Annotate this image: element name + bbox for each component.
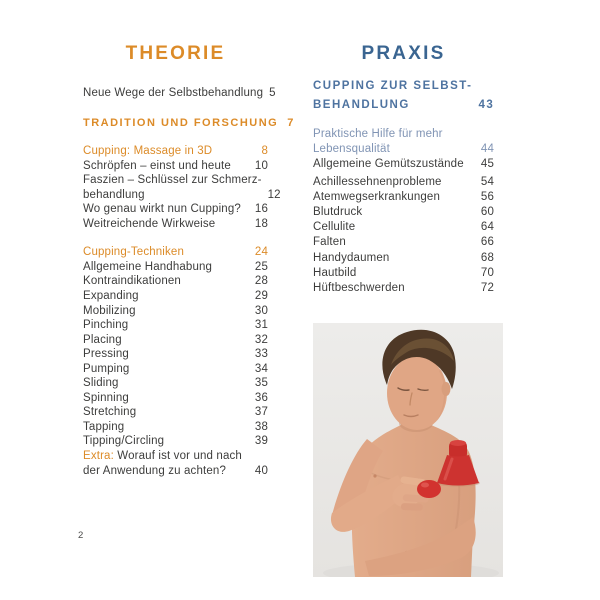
toc-entry-page: 72 bbox=[480, 282, 494, 295]
toc-entry-page: 35 bbox=[254, 377, 268, 390]
toc-entry-label: Falten bbox=[313, 236, 346, 249]
toc-entry bbox=[83, 289, 268, 304]
toc-entry-page: 66 bbox=[480, 236, 494, 249]
toc-entry-label: Mobilizing bbox=[83, 304, 136, 317]
toc-entry-label: Hautbild bbox=[313, 266, 357, 279]
toc-entry-page: 25 bbox=[254, 260, 268, 273]
column-header-praxis: PRAXIS bbox=[361, 43, 446, 64]
toc-entry-prefix: Extra: bbox=[83, 450, 118, 463]
toc-entry bbox=[83, 434, 268, 449]
toc-entry-page: 5 bbox=[269, 87, 276, 99]
toc-entry-label: Tapping bbox=[83, 420, 125, 433]
page-number: 2 bbox=[78, 530, 84, 541]
toc-entry-label: Spinning bbox=[83, 391, 129, 404]
toc-entry-label: Expanding bbox=[83, 290, 139, 303]
toc-entry bbox=[313, 251, 494, 266]
toc-column-theorie bbox=[83, 86, 295, 478]
toc-entry bbox=[313, 175, 494, 190]
toc-entry bbox=[83, 202, 268, 217]
toc-entry bbox=[83, 420, 268, 435]
toc-entry-page: 56 bbox=[480, 190, 494, 203]
toc-entry bbox=[83, 304, 268, 319]
toc-entry-page: 32 bbox=[254, 333, 268, 346]
toc-entry bbox=[83, 217, 268, 232]
toc-entry bbox=[313, 157, 494, 172]
toc-entry-label: Pinching bbox=[83, 319, 129, 332]
toc-entry bbox=[83, 173, 281, 202]
toc-entry-label: Weitreichende Wirkweise bbox=[83, 217, 216, 230]
toc-entry-label: Schröpfen – einst und heute bbox=[83, 159, 231, 172]
nipple bbox=[373, 474, 376, 477]
toc-entry-page: 38 bbox=[254, 420, 268, 433]
toc-entry-page: 33 bbox=[254, 348, 268, 361]
toc-entry bbox=[313, 127, 494, 157]
toc-entry bbox=[83, 362, 268, 377]
toc-entry-label: Blutdruck bbox=[313, 206, 363, 219]
toc-entry-page: 44 bbox=[480, 143, 494, 156]
toc-entry-label: TRADITION UND FORSCHUNG bbox=[83, 116, 279, 129]
toc-entry-page: 18 bbox=[254, 217, 268, 230]
photo-man-cupping bbox=[313, 323, 503, 577]
toc-entry-label: Cellulite bbox=[313, 221, 356, 234]
toc-entry bbox=[313, 190, 494, 205]
toc-entry-page: 45 bbox=[480, 158, 494, 171]
toc-entry-label: Wo genau wirkt nun Cupping? bbox=[83, 203, 241, 216]
toc-entry-label: Tipping/Circling bbox=[83, 435, 165, 448]
toc-entry bbox=[83, 260, 268, 275]
toc-entry-label: CUPPING ZUR SELBST- BEHANDLUNG bbox=[313, 80, 473, 111]
toc-entry-label: Stretching bbox=[83, 406, 137, 419]
toc-entry bbox=[83, 376, 268, 391]
toc-entry-label: Cupping-Techniken bbox=[83, 246, 185, 259]
toc-entry-label: Faszien – Schlüssel zur Schmerz- behandlung bbox=[83, 174, 262, 201]
toc-entry bbox=[313, 77, 494, 115]
toc-entry-page: 37 bbox=[254, 406, 268, 419]
toc-entry bbox=[313, 266, 494, 281]
toc-entry bbox=[83, 449, 268, 478]
toc-entry bbox=[83, 274, 268, 289]
toc-entry-label: Allgemeine Gemütszustände bbox=[313, 158, 464, 171]
toc-entry-page: 36 bbox=[254, 391, 268, 404]
toc-entry bbox=[83, 159, 268, 174]
toc-entry-page: 54 bbox=[480, 175, 494, 188]
toc-entry bbox=[83, 347, 268, 362]
toc-entry-page: 29 bbox=[254, 290, 268, 303]
toc-entry-label: Atemwegserkrankungen bbox=[313, 190, 441, 203]
toc-entry bbox=[83, 116, 295, 131]
toc-entry-page: 31 bbox=[254, 319, 268, 332]
toc-entry bbox=[313, 205, 494, 220]
toc-entry bbox=[313, 235, 494, 250]
toc-entry-page: 39 bbox=[254, 435, 268, 448]
toc-entry-page: 60 bbox=[480, 206, 494, 219]
toc-entry-label: Pumping bbox=[83, 362, 130, 375]
toc-entry-page: 16 bbox=[254, 203, 268, 216]
toc-entry bbox=[313, 281, 494, 296]
toc-entry bbox=[83, 405, 268, 420]
column-header-theorie: THEORIE bbox=[125, 43, 226, 64]
toc-entry-page: 10 bbox=[254, 159, 268, 172]
toc-entry-label: Achillessehnenprobleme bbox=[313, 175, 442, 188]
toc-entry-label: Allgemeine Handhabung bbox=[83, 260, 213, 273]
toc-entry bbox=[83, 318, 268, 333]
toc-column-praxis bbox=[313, 77, 494, 296]
toc-entry bbox=[83, 245, 268, 260]
toc-entry-page: 34 bbox=[254, 362, 268, 375]
toc-entry-label: Placing bbox=[83, 333, 122, 346]
toc-entry-page: 64 bbox=[480, 221, 494, 234]
toc-entry-label: Kontraindikationen bbox=[83, 275, 181, 288]
toc-entry-label: Hüftbeschwerden bbox=[313, 282, 405, 295]
toc-entry-label: Sliding bbox=[83, 377, 119, 390]
toc-entry-label: Pressing bbox=[83, 348, 129, 361]
toc-entry-page: 8 bbox=[261, 145, 268, 158]
toc-entry-label: Handydaumen bbox=[313, 251, 390, 264]
toc-entry-page: 43 bbox=[478, 99, 495, 111]
toc-entry-page: 70 bbox=[480, 266, 494, 279]
toc-entry bbox=[83, 86, 276, 101]
toc-entry-page: 40 bbox=[254, 464, 268, 477]
toc-entry-page: 30 bbox=[254, 304, 268, 317]
toc-entry bbox=[83, 333, 268, 348]
toc-entry-label: Extra: Worauf ist vor und nach der Anwendung zu achten? bbox=[83, 450, 242, 477]
toc-entry-page: 68 bbox=[480, 251, 494, 264]
cupping-cup-hand-held bbox=[417, 480, 441, 498]
toc-entry bbox=[83, 391, 268, 406]
ear bbox=[442, 382, 451, 396]
toc-entry-page: 12 bbox=[267, 188, 281, 201]
toc-entry-label: Praktische Hilfe für mehr Lebensqualität bbox=[313, 128, 443, 156]
toc-entry-label: Cupping: Massage in 3D bbox=[83, 145, 213, 158]
toc-entry-page: 24 bbox=[254, 246, 268, 259]
toc-entry-page: 7 bbox=[287, 116, 295, 129]
toc-entry bbox=[313, 220, 494, 235]
toc-entry-page: 28 bbox=[254, 275, 268, 288]
toc-entry bbox=[83, 144, 268, 159]
toc-entry-label: Neue Wege der Selbstbehandlung bbox=[83, 87, 264, 99]
